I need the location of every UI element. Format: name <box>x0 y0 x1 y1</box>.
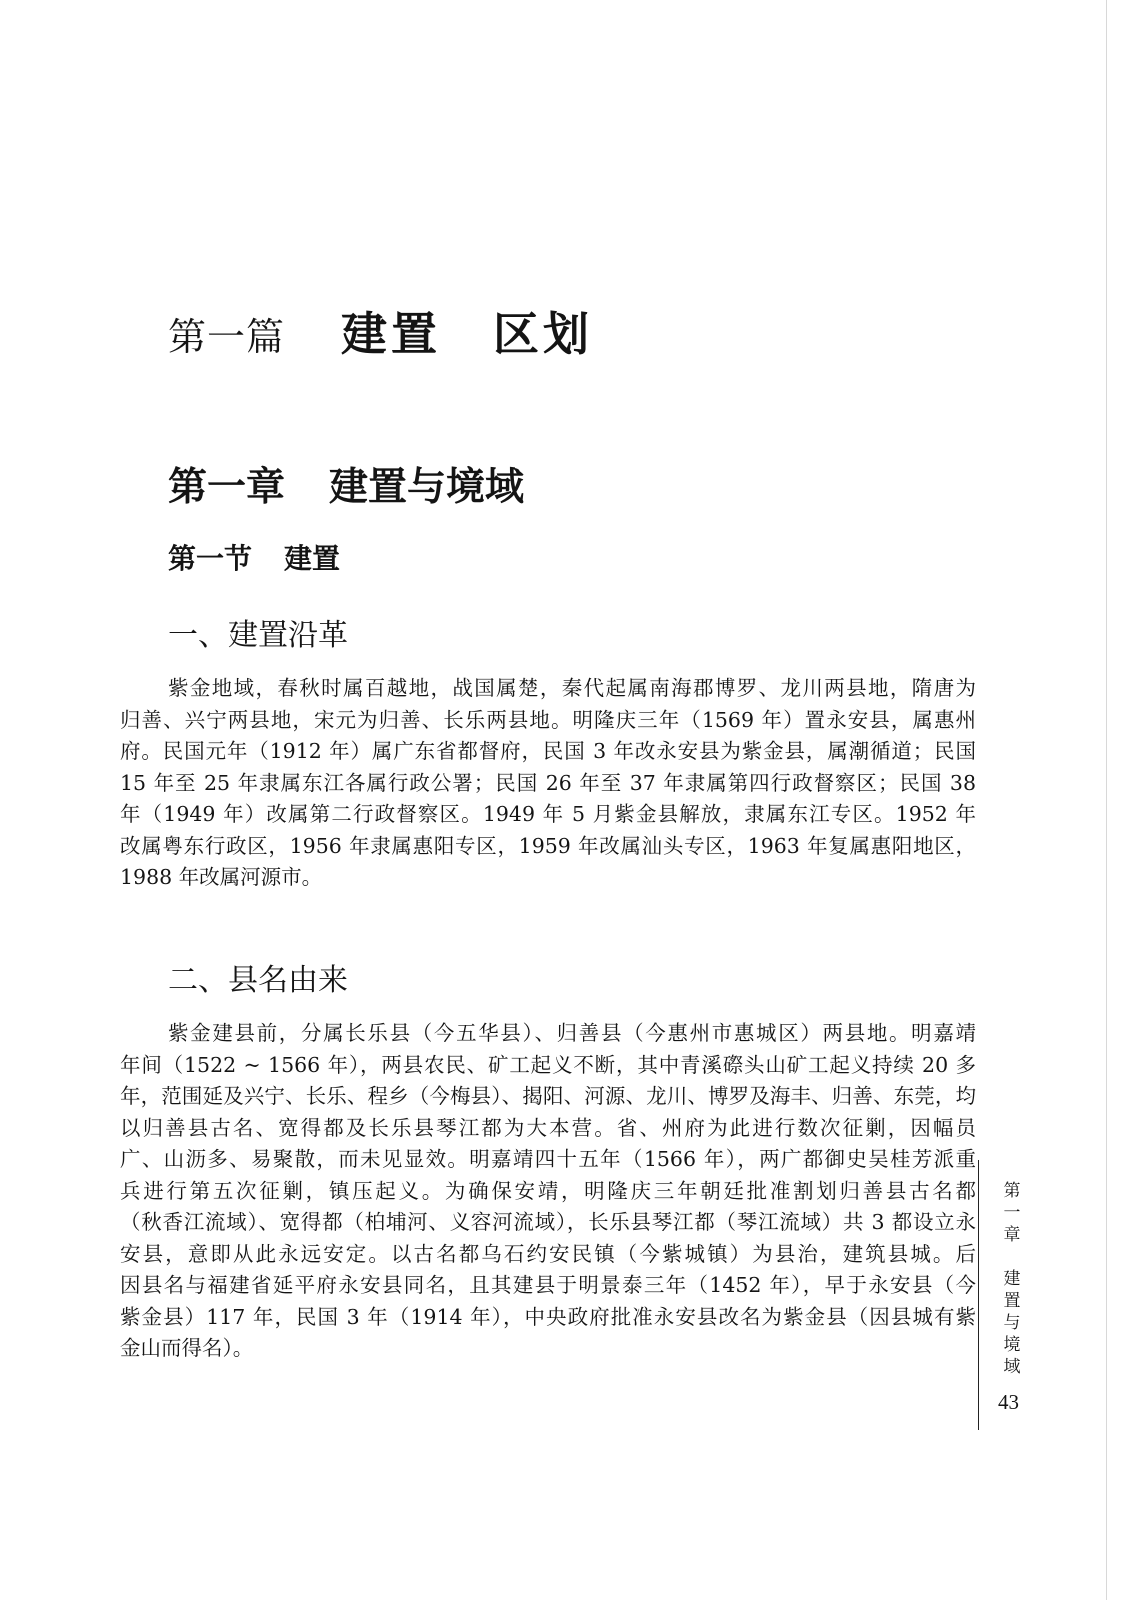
paragraph-line: 安县，意即从此永远安定。以古名都乌石约安民镇（今紫城镇）为县治，建筑县城。后 <box>120 1241 976 1266</box>
paragraph-history <box>120 673 976 894</box>
paragraph-line: 15 年至 25 年隶属东江各属行政公署；民国 26 年至 37 年隶属第四行政督察区；民国 38 <box>120 770 976 795</box>
section-title <box>168 537 340 577</box>
chapter-number: 第一章 <box>168 464 286 510</box>
paragraph-line: 广、山沥多、易聚散，而未见显效。明嘉靖四十五年（1566 年），两广都御史吴桂芳派重 <box>120 1147 976 1171</box>
side-tab-chapter: 第一章 <box>1003 1181 1021 1245</box>
subsection-title-history: 一、建置沿革 <box>168 618 348 653</box>
side-tab-chapter-name: 建置与境域 <box>1003 1269 1021 1377</box>
paragraph-name-origin <box>120 1018 976 1365</box>
page-edge <box>1106 0 1107 1600</box>
paragraph-line: 1988 年改属河源市。 <box>120 865 323 889</box>
paragraph-line: 归善、兴宁两县地，宋元为归善、长乐两县地。明隆庆三年（1569 年）置永安县，属惠州 <box>120 707 976 732</box>
part-title <box>168 298 593 364</box>
part-number: 第一篇 <box>168 315 286 359</box>
paragraph-line: 改属粤东行政区，1956 年隶属惠阳专区，1959 年改属汕头专区，1963 年复属惠阳地区， <box>120 833 976 858</box>
paragraph-line: 金山而得名）。 <box>120 1336 254 1360</box>
paragraph-line: 紫金建县前，分属长乐县（今五华县）、归善县（今惠州市惠城区）两县地。明嘉靖 <box>168 1021 976 1045</box>
side-tab-rule <box>978 1160 979 1430</box>
paragraph-line: 年，范围延及兴宁、长乐、程乡（今梅县）、揭阳、河源、龙川、博罗及海丰、归善、东莞，均 <box>120 1084 976 1108</box>
part-name-second: 区划 <box>493 307 594 361</box>
paragraph-line: 府。民国元年（1912 年）属广东省都督府，民国 3 年改永安县为紫金县，属潮循道；民国 <box>120 739 976 763</box>
paragraph-line: （秋香江流域）、宽得都（柏埔河、义容河流域），长乐县琴江都（琴江流域）共 3 都设立永 <box>120 1210 976 1234</box>
paragraph-line: 以归善县古名、宽得都及长乐县琴江都为大本营。省、州府为此进行数次征剿，因幅员 <box>120 1115 976 1140</box>
section-name: 建置 <box>284 542 341 575</box>
paragraph-line: 紫金县）117 年，民国 3 年（1914 年），中央政府批准永安县改名为紫金县（因县城有紫 <box>120 1304 976 1329</box>
paragraph-line: 年（1949 年）改属第二行政督察区。1949 年 5 月紫金县解放，隶属东江专区。1952 年 <box>120 802 976 826</box>
paragraph-line: 年间（1522 ~ 1566 年），两县农民、矿工起义不断，其中青溪磜头山矿工起义持续 20 多 <box>120 1052 976 1077</box>
page-number: 43 <box>998 1390 1019 1414</box>
chapter-name: 建置与境域 <box>329 464 525 510</box>
subsection-title-name-origin: 二、县名由来 <box>168 963 348 998</box>
paragraph-line: 因县名与福建省延平府永安县同名，且其建县于明景泰三年（1452 年），早于永安县（今 <box>120 1273 976 1297</box>
part-name-first: 建置 <box>341 307 442 361</box>
section-number: 第一节 <box>168 542 253 575</box>
paragraph-line: 紫金地域，春秋时属百越地，战国属楚，秦代起属南海郡博罗、龙川两县地，隋唐为 <box>168 676 976 700</box>
chapter-title <box>168 456 524 512</box>
paragraph-line: 兵进行第五次征剿，镇压起义。为确保安靖，明隆庆三年朝廷批准割划归善县古名都 <box>120 1178 976 1203</box>
